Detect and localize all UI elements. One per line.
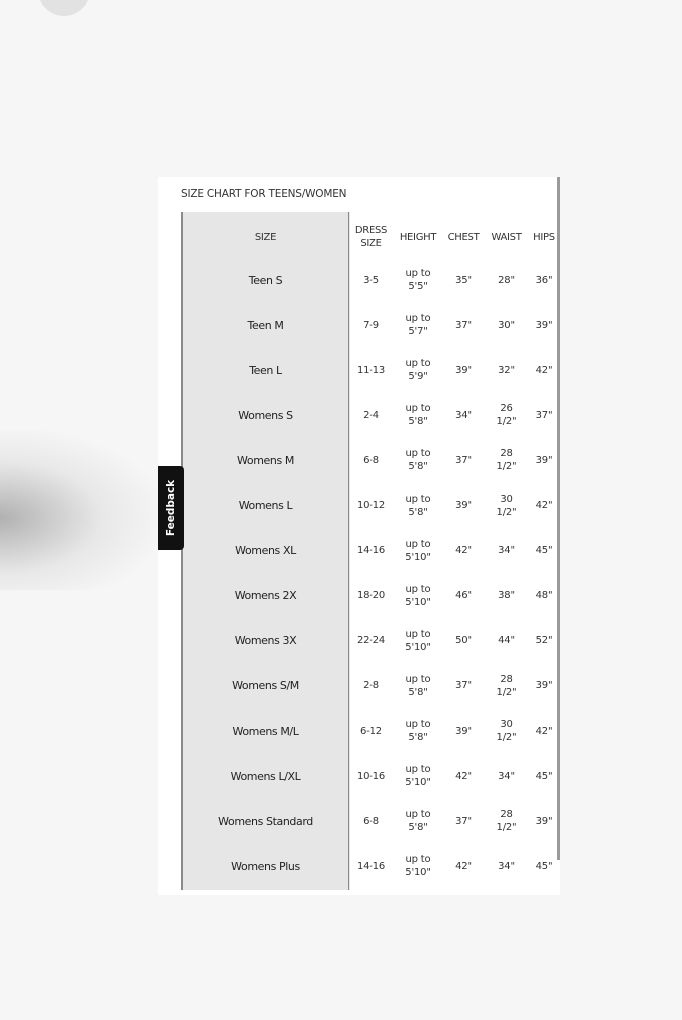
cell-dress: 10-12 xyxy=(356,500,386,511)
background-shadow xyxy=(0,430,160,590)
cell-dress: 6-8 xyxy=(363,815,379,827)
cell-hips: 36" xyxy=(535,274,553,286)
feedback-label: Feedback xyxy=(165,479,178,537)
cell-waist: 28 1/2" xyxy=(496,809,517,834)
cell-waist: 38" xyxy=(498,590,515,602)
cell-hips: 48" xyxy=(535,590,553,602)
header-dress: DRESS SIZE xyxy=(354,225,388,249)
cell-dress: 10-16 xyxy=(356,770,386,782)
cell-dress: 3-5 xyxy=(363,274,379,286)
cell-waist: 30 1/2" xyxy=(496,493,517,518)
cell-size: Womens M xyxy=(237,453,294,467)
cell-height: up to 5'5" xyxy=(405,268,431,292)
cell-hips: 42" xyxy=(535,364,553,376)
cell-hips: 45" xyxy=(535,545,553,557)
cell-chest: 39" xyxy=(455,500,472,511)
cell-chest: 35" xyxy=(455,274,472,286)
cell-height: up to 5'10" xyxy=(405,628,431,653)
cell-dress: 2-8 xyxy=(363,680,379,692)
cell-hips: 37" xyxy=(535,409,553,421)
cell-waist: 30" xyxy=(498,319,515,331)
cell-chest: 34" xyxy=(455,409,472,421)
cell-waist: 32" xyxy=(498,364,515,376)
cell-height: up to 5'8" xyxy=(405,403,431,428)
cell-size: Teen M xyxy=(247,318,284,332)
header-waist: WAIST xyxy=(491,231,522,243)
cell-dress: 18-20 xyxy=(356,590,386,602)
cell-height: up to 5'9" xyxy=(405,358,431,383)
top-circle-shape xyxy=(38,0,90,16)
cell-waist: 26 1/2" xyxy=(496,403,517,428)
cell-height: up to 5'10" xyxy=(405,583,431,608)
cell-size: Womens Plus xyxy=(231,859,300,873)
cell-height: up to 5'8" xyxy=(405,719,431,743)
cell-chest: 37" xyxy=(455,319,472,331)
cell-size: Womens L xyxy=(238,499,293,512)
cell-dress: 22-24 xyxy=(356,635,386,647)
cell-height: up to 5'8" xyxy=(405,809,431,834)
cell-dress: 7-9 xyxy=(363,319,379,331)
header-height: HEIGHT xyxy=(399,231,437,243)
cell-chest: 39" xyxy=(455,364,472,376)
cell-hips: 39" xyxy=(535,815,553,827)
cell-height: up to 5'8" xyxy=(405,448,431,473)
cell-waist: 28" xyxy=(498,274,515,286)
cell-size: Womens S xyxy=(238,408,293,422)
cell-height: up to 5'7" xyxy=(405,313,431,338)
cell-waist: 30 1/2" xyxy=(496,719,517,743)
cell-dress: 6-12 xyxy=(360,725,382,737)
cell-height: up to 5'8" xyxy=(405,673,431,698)
cell-waist: 44" xyxy=(498,635,515,647)
cell-size: Womens M/L xyxy=(232,724,299,738)
cell-chest: 46" xyxy=(455,590,472,602)
cell-size: Womens L/XL xyxy=(230,769,301,783)
cell-height: up to 5'10" xyxy=(405,854,431,879)
cell-hips: 39" xyxy=(535,454,553,466)
chart-title: SIZE CHART FOR TEENS/WOMEN xyxy=(181,188,347,200)
cell-waist: 34" xyxy=(498,545,515,557)
feedback-tab[interactable] xyxy=(158,466,184,550)
cell-dress: 14-16 xyxy=(356,860,386,872)
cell-hips: 45" xyxy=(535,860,553,872)
cell-chest: 42" xyxy=(455,770,472,782)
cell-chest: 42" xyxy=(455,860,472,872)
cell-size: Womens 2X xyxy=(234,589,297,603)
cell-waist: 28 1/2" xyxy=(496,673,517,698)
cell-hips: 39" xyxy=(535,680,553,692)
cell-chest: 37" xyxy=(455,454,472,466)
cell-chest: 50" xyxy=(455,635,472,647)
header-hips: HIPS xyxy=(533,231,555,243)
cell-waist: 34" xyxy=(498,770,515,782)
cell-waist: 28 1/2" xyxy=(496,448,517,473)
cell-height: up to 5'10" xyxy=(405,538,431,563)
cell-chest: 37" xyxy=(455,680,472,692)
cell-dress: 14-16 xyxy=(356,545,386,557)
cell-dress: 11-13 xyxy=(356,364,386,376)
cell-waist: 34" xyxy=(498,860,515,872)
cell-dress: 6-8 xyxy=(363,454,379,466)
cell-hips: 42" xyxy=(535,500,553,511)
cell-size: Womens Standard xyxy=(218,814,313,828)
cell-dress: 2-4 xyxy=(363,409,379,421)
cell-size: Womens 3X xyxy=(234,634,297,648)
cell-chest: 37" xyxy=(455,815,472,827)
cell-hips: 42" xyxy=(535,725,553,737)
header-chest: CHEST xyxy=(447,231,480,243)
header-size: SIZE xyxy=(254,231,277,243)
cell-hips: 39" xyxy=(535,319,553,331)
cell-size: Womens S/M xyxy=(232,679,299,693)
cell-height: up to 5'8" xyxy=(405,493,431,518)
cell-size: Teen L xyxy=(249,363,282,377)
cell-height: up to 5'10" xyxy=(405,764,431,789)
cell-size: Womens XL xyxy=(235,544,296,558)
cell-chest: 42" xyxy=(455,545,472,557)
cell-size: Teen S xyxy=(248,273,283,287)
cell-chest: 39" xyxy=(455,725,472,737)
cell-hips: 45" xyxy=(535,770,553,782)
cell-hips: 52" xyxy=(535,635,553,647)
